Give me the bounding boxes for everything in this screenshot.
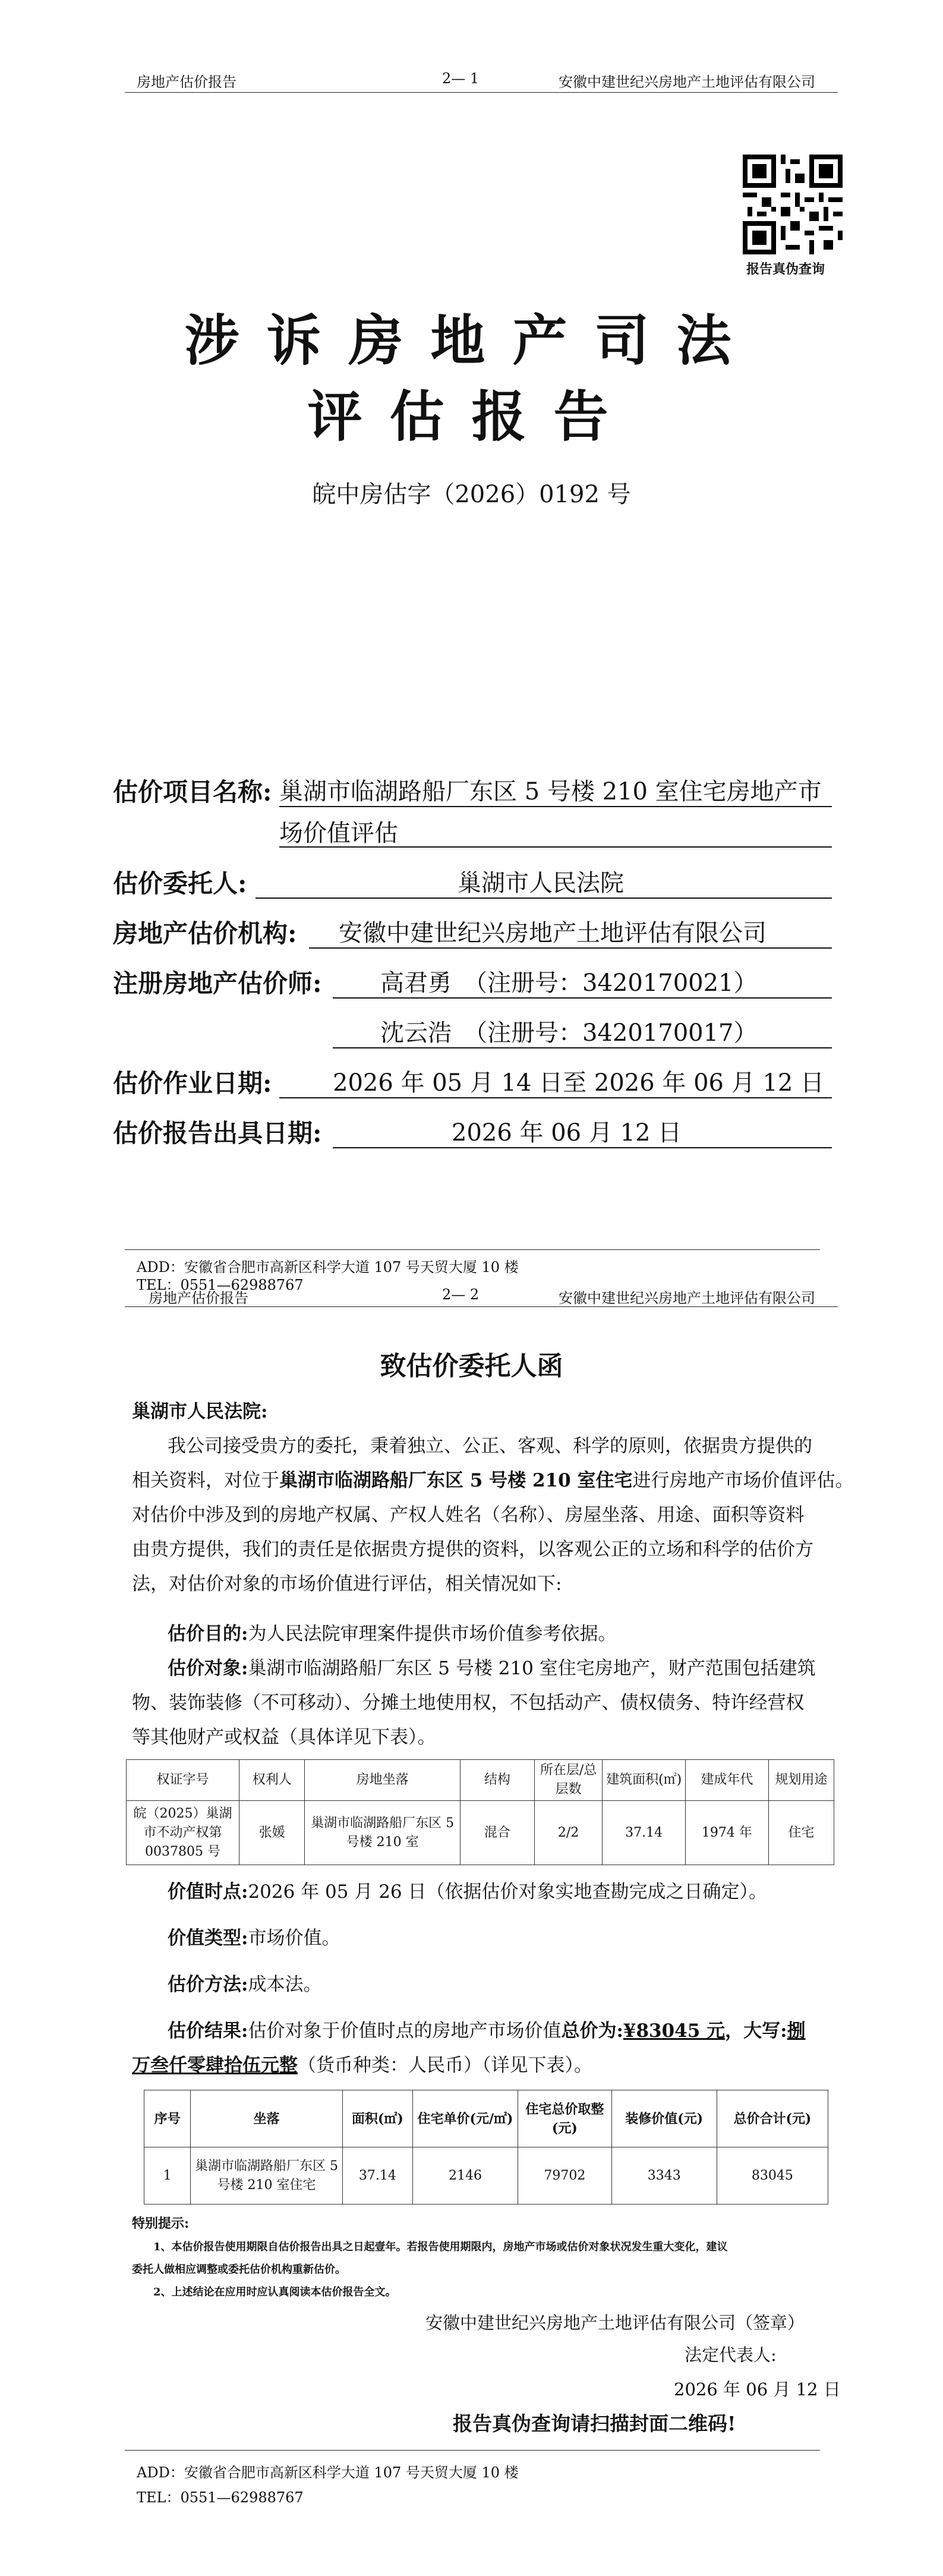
footer-address-2: ADD：安徽省合肥市高新区科学大道 107 号天贸大厦 10 楼	[137, 2464, 519, 2481]
header-left-2: 房地产估价报告	[149, 1290, 248, 1306]
cell-location: 巢湖市临湖路船厂东区 5 号楼 210 室住宅	[191, 2147, 343, 2205]
qr-code	[743, 155, 843, 254]
th-grand-total: 总价合计(元)	[717, 2090, 828, 2147]
salutation: 巢湖市人民法院:	[132, 1401, 268, 1422]
cell-unit-price: 2146	[412, 2147, 518, 2205]
notice-title: 特别提示:	[132, 2216, 190, 2231]
notice-2: 2、上述结论在应用时应认真阅读本估价报告全文。	[153, 2286, 396, 2298]
cell-structure: 混合	[460, 1801, 534, 1865]
header-page-number: 2— 1	[442, 70, 480, 87]
agency-underline	[309, 947, 832, 949]
footer-tel-1: TEL：0551—62988767	[137, 1277, 304, 1293]
th-owner: 权利人	[239, 1760, 305, 1801]
client-value: 巢湖市人民法院	[458, 870, 624, 897]
valuation-table	[144, 2090, 828, 2205]
intro-line-5: 法，对估价对象的市场价值进行评估，相关情况如下:	[132, 1573, 562, 1595]
cell-total-rounded: 79702	[518, 2147, 612, 2205]
th-seq: 序号	[144, 2090, 191, 2147]
method-line: 估价方法:成本法。	[168, 1974, 322, 1995]
qr-caption: 报告真伪查询	[746, 262, 825, 277]
notice-1b: 委托人做相应调整或委托估价机构重新估价。	[132, 2263, 346, 2276]
sign-date: 2026 年 06 月 12 日	[674, 2379, 841, 2399]
project-label: 估价项目名称:	[113, 777, 272, 807]
footer-address-1: ADD：安徽省合肥市高新区科学大道 107 号天贸大厦 10 楼	[137, 1259, 519, 1276]
intro-line-2: 相关资料，对位于巢湖市临湖路船厂东区 5 号楼 210 室住宅进行房地产市场价值评估。	[132, 1470, 854, 1491]
result-line-1: 估价结果:估价对象于价值时点的房地产市场价值总价为:¥83045 元，大写:捌	[168, 2020, 806, 2042]
th-location: 房地坐落	[305, 1760, 461, 1801]
result-line-2: 万叁仟零肆拾伍元整（货币种类：人民币）（详见下表）。	[132, 2055, 592, 2076]
cell-floor: 2/2	[534, 1801, 602, 1865]
intro-line-3: 对估价中涉及到的房地产权属、产权人姓名（名称）、房屋坐落、用途、面积等资料	[132, 1504, 805, 1526]
object-line-3: 等其他财产或权益（具体详见下表）。	[132, 1727, 436, 1748]
cell-year: 1974 年	[685, 1801, 768, 1865]
appraiser-label: 注册房地产估价师:	[113, 969, 322, 998]
agency-value: 安徽中建世纪兴房地产土地评估有限公司	[339, 919, 767, 947]
appraiser-underline-1	[333, 997, 832, 999]
header-right: 安徽中建世纪兴房地产土地评估有限公司	[559, 74, 815, 90]
appraiser-underline-2	[333, 1047, 832, 1048]
footer-tel-2: TEL：0551—62988767	[137, 2489, 304, 2506]
workdate-label: 估价作业日期:	[113, 1069, 272, 1098]
cell-area: 37.14	[342, 2147, 412, 2205]
cell-decoration: 3343	[611, 2147, 717, 2205]
th-unit-price: 住宅单价(元/㎡)	[412, 2090, 518, 2147]
header-page-number-2: 2— 2	[442, 1286, 480, 1303]
intro-line-4: 由贵方提供，我们的责任是依据贵方提供的资料，以客观公正的立场和科学的估价方	[132, 1539, 813, 1560]
header-right-2: 安徽中建世纪兴房地产土地评估有限公司	[559, 1290, 815, 1306]
cell-cert-no: 皖（2025）巢湖市不动产权第 0037805 号	[127, 1801, 239, 1865]
issuedate-label: 估价报告出具日期:	[113, 1119, 322, 1148]
project-value-line2: 场价值评估	[279, 820, 398, 847]
th-structure: 结构	[460, 1760, 534, 1801]
th-floor: 所在层/总层数	[534, 1760, 602, 1801]
project-value-line1: 巢湖市临湖路船厂东区 5 号楼 210 室住宅房地产市	[279, 778, 822, 805]
project-underline-2	[279, 846, 832, 848]
notice-1: 1、本估价报告使用期限自估价报告出具之日起壹年。若报告使用期限内，房地产市场或估价对象状况发生重大变化，建议	[153, 2241, 728, 2253]
issuedate-underline	[333, 1147, 832, 1148]
workdate-value: 2026 年 05 月 14 日至 2026 年 06 月 12 日	[333, 1069, 825, 1097]
appraiser-1: 高君勇 （注册号：3420170021）	[380, 969, 758, 997]
footer-rule-2	[125, 2450, 820, 2451]
object-line-2: 物、装饰装修（不可移动）、分摊土地使用权，不包括动产、债权债务、特许经营权	[132, 1692, 805, 1714]
letter-title: 致估价委托人函	[380, 1351, 563, 1381]
issuedate-value: 2026 年 06 月 12 日	[452, 1119, 682, 1147]
value-date-line: 价值时点:2026 年 05 月 26 日（依据估价对象实地查勘完成之日确定）。	[168, 1881, 768, 1903]
footer-rule-1	[125, 1249, 820, 1250]
report-title-line1: 涉诉房地产司法	[184, 308, 759, 373]
th-area: 建筑面积(㎡)	[603, 1760, 686, 1801]
appraiser-2: 沈云浩 （注册号：3420170017）	[380, 1019, 758, 1047]
cell-area: 37.14	[603, 1801, 686, 1865]
th-location: 坐落	[191, 2090, 343, 2147]
table-row	[144, 2147, 828, 2205]
header-left: 房地产估价报告	[137, 74, 236, 90]
header-rule-2	[125, 1306, 838, 1307]
report-title-line2: 评估报告	[307, 385, 636, 449]
report-number: 皖中房估字（2026）0192 号	[312, 481, 631, 508]
sign-representative: 法定代表人:	[685, 2345, 777, 2365]
value-type-line: 价值类型:市场价值。	[168, 1928, 340, 1949]
property-table	[126, 1759, 834, 1865]
th-cert-no: 权证字号	[127, 1760, 239, 1801]
purpose-line: 估价目的:为人民法院审理案件提供市场价值参考依据。	[168, 1623, 617, 1645]
th-total-rounded: 住宅总价取整(元)	[518, 2090, 612, 2147]
agency-label: 房地产估价机构:	[113, 919, 297, 948]
th-usage: 规划用途	[768, 1760, 834, 1801]
client-label: 估价委托人:	[113, 869, 247, 898]
table-row	[127, 1801, 834, 1865]
cell-seq: 1	[144, 2147, 191, 2205]
intro-line-1: 我公司接受贵方的委托，秉着独立、公正、客观、科学的原则，依据贵方提供的	[168, 1435, 812, 1457]
client-underline	[256, 897, 832, 899]
header-rule	[125, 92, 838, 93]
th-year: 建成年代	[685, 1760, 768, 1801]
th-decoration: 装修价值(元)	[611, 2090, 717, 2147]
cell-usage: 住宅	[768, 1801, 834, 1865]
project-underline-1	[279, 806, 832, 807]
sign-company: 安徽中建世纪兴房地产土地评估有限公司（签章）	[425, 2313, 805, 2333]
cell-grand-total: 83045	[717, 2147, 828, 2205]
authenticity-hint: 报告真伪查询请扫描封面二维码!	[453, 2412, 736, 2435]
object-line-1: 估价对象:巢湖市临湖路船厂东区 5 号楼 210 室住宅房地产，财产范围包括建筑	[168, 1658, 816, 1679]
workdate-underline	[279, 1097, 832, 1098]
cell-owner: 张媛	[239, 1801, 305, 1865]
th-area: 面积(㎡)	[342, 2090, 412, 2147]
cell-location: 巢湖市临湖路船厂东区 5 号楼 210 室	[305, 1801, 461, 1865]
